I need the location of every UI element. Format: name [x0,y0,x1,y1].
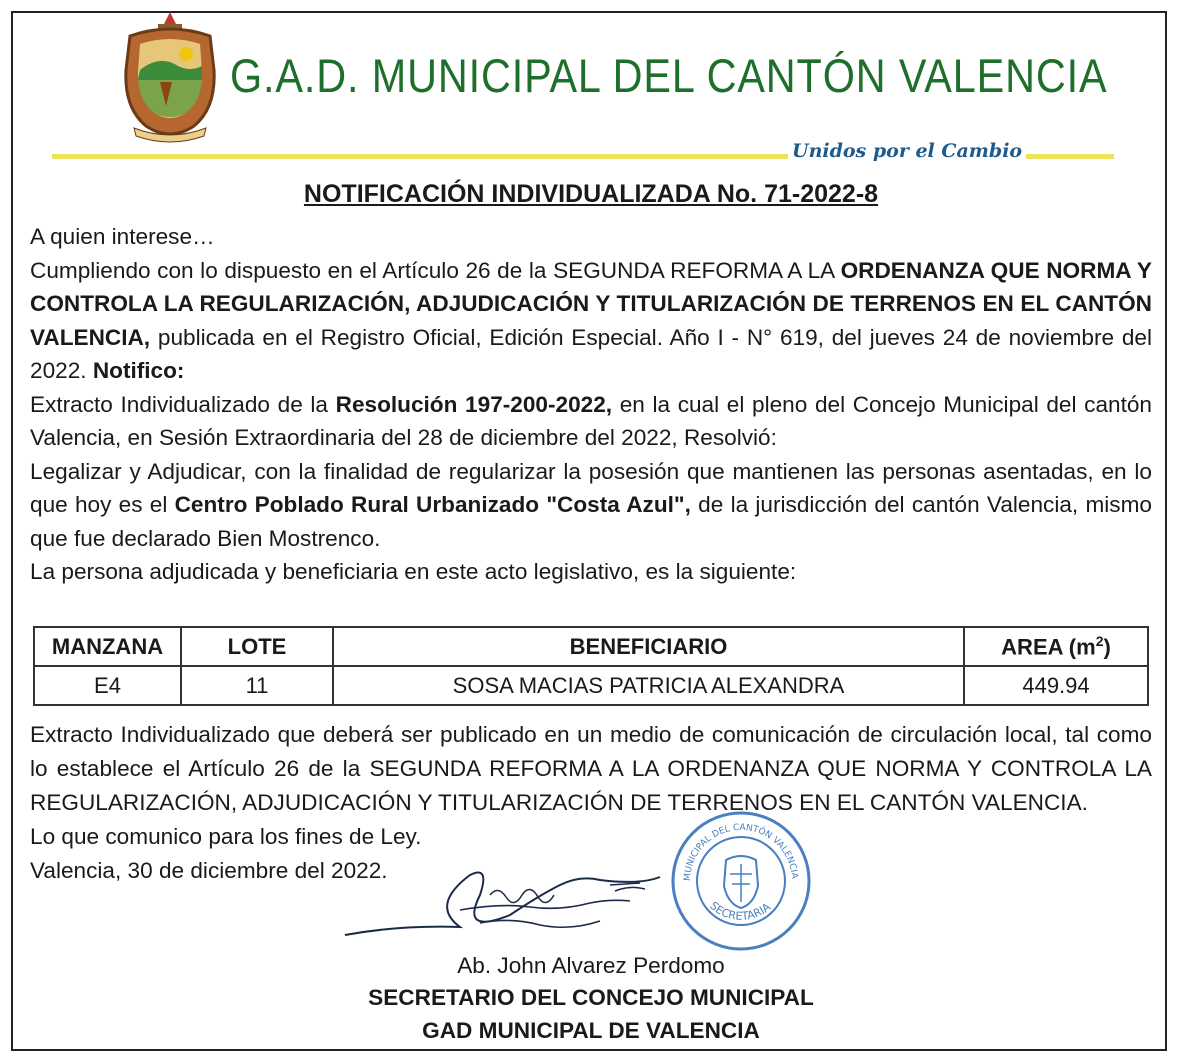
notification-body [30,220,1152,589]
paragraph-resolution [30,388,1152,455]
legalize-details: de la jurisdicción del cantón Valencia, mismo que fue declarado Bien Mostrenco. [30,492,1152,551]
date-line: Valencia, 30 de diciembre del 2022. [30,858,388,883]
paragraph-beneficiary-intro: La persona adjudicada y beneficiaria en este acto legislativo, es la siguiente: [30,559,797,584]
col-beneficiario: BENEFICIARIO [333,627,964,666]
municipal-crest-logo [120,10,220,145]
seal-bottom-text: SECRETARIA [707,899,774,923]
resolution-intro: Extracto Individualizado de la [30,391,336,417]
ordinance-intro: Cumpliendo con lo dispuesto en el Artículo 26 de la SEGUNDA REFORMA A LA [30,257,841,283]
paragraph-publication: Extracto Individualizado que deberá ser publicado en un medio de comunicación de circulación local, tal como lo establece el Artículo 26 de la SEGUNDA REFORMA A LA ORDENANZA QUE NORMA Y CONTROLA LA REGULARIZACIÓN, ADJUDICACIÓN Y TITULARIZACIÓN DE TERRENOS EN EL CANTÓN VALENCIA. [30,722,1152,815]
motto-text: Unidos por el Cambio [788,140,1026,162]
area-exponent: 2 [1095,632,1104,649]
cell-area: 449.94 [964,666,1148,705]
area-label: AREA (m [1001,634,1096,660]
area-close: ) [1103,634,1111,660]
settlement-name: Centro Poblado Rural Urbanizado "Costa Azul", [174,492,691,517]
paragraph-ordinance [30,254,1152,388]
notification-heading: NOTIFICACIÓN INDIVIDUALIZADA No. 71-2022-8 [303,180,879,208]
cell-manzana: E4 [34,666,181,705]
table-header-row [34,627,1148,666]
signer-name: Ab. John Alvarez Perdomo [457,953,725,978]
paragraph-closing: Lo que comunico para los fines de Ley. [30,824,422,849]
cell-beneficiario: SOSA MACIAS PATRICIA ALEXANDRA [333,666,964,705]
table-row [34,666,1148,705]
notifico-label: Notifico: [92,358,185,383]
ordinance-publication: publicada en el Registro Oficial, Edición Especial. Año I - N° 619, del jueves 24 de noviembre del 2022. [30,324,1152,383]
cell-lote: 11 [181,666,333,705]
letterhead [120,10,1140,170]
ordinance-name: ORDENANZA QUE NORMA Y CONTROLA LA REGULARIZACIÓN, ADJUDICACIÓN Y TITULARIZACIÓN DE TERRENOS EN EL CANTÓN VALENCIA, [30,257,1152,350]
municipality-title: G.A.D. MUNICIPAL DEL CANTÓN VALENCIA [230,49,1108,102]
greeting: A quien interese… [30,224,215,249]
seal-top-text: MUNICIPAL DEL CANTÓN VALENCIA [682,822,800,882]
col-area [964,627,1148,666]
col-manzana: MANZANA [34,627,181,666]
signer-organization: GAD MUNICIPAL DE VALENCIA [422,1018,760,1043]
col-lote: LOTE [181,627,333,666]
paragraph-legalize [30,455,1152,556]
secretaria-seal-stamp [668,808,814,954]
beneficiary-table [33,626,1149,706]
signer-role: SECRETARIO DEL CONCEJO MUNICIPAL [368,985,814,1010]
legalize-intro: Legalizar y Adjudicar, con la finalidad de regularizar la posesión que mantienen las personas asentadas, en lo que hoy es el [30,458,1152,517]
resolution-details: en la cual el pleno del Concejo Municipal del cantón Valencia, en Sesión Extraordinaria del 28 de diciembre del 2022, Resolvió: [30,391,1152,450]
handwritten-signature [340,855,680,955]
resolution-number: Resolución 197-200-2022, [335,391,613,417]
